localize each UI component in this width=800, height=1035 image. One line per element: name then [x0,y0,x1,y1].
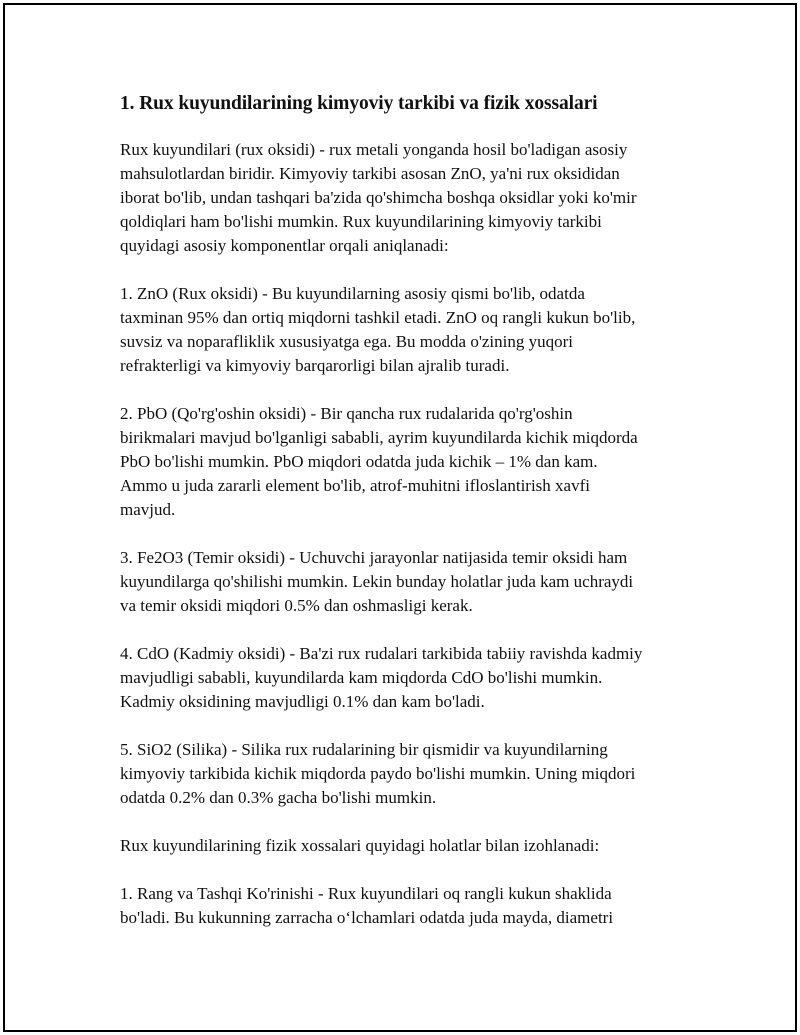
text-line: birikmalari mavjud bo'lganligi sababli, ayrim kuyundilarda kichik miqdorda [120,428,638,447]
text-line: mavjudligi sababli, kuyundilarda kam miqdorda CdO bo'lishi mumkin. [120,668,603,687]
text-line: Kadmiy oksidining mavjudligi 0.1% dan kam bo'ladi. [120,692,485,711]
text-line: 2. PbO (Qo'rg'oshin oksidi) - Bir qancha rux rudalarida qo'rg'oshin [120,404,573,423]
text-line: kuyundilarga qo'shilishi mumkin. Lekin bunday holatlar juda kam uchraydi [120,572,634,591]
text-line: taxminan 95% dan ortiq miqdorni tashkil etadi. ZnO oq rangli kukun bo'lib, [120,308,636,327]
paragraph-pbo [120,402,690,522]
paragraph-fe2o3 [120,546,690,618]
text-line: refrakterligi va kimyoviy barqarorligi bilan ajralib turadi. [120,356,510,375]
text-line: Rux kuyundilarining fizik xossalari quyidagi holatlar bilan izohlanadi: [120,836,600,855]
paragraph-cdo [120,642,690,714]
paragraph-physical-intro [120,834,690,858]
text-line: suvsiz va noparafliklik xususiyatga ega. Bu modda o'zining yuqori [120,332,574,351]
text-line: 3. Fe2O3 (Temir oksidi) - Uchuvchi jarayonlar natijasida temir oksidi ham [120,548,628,567]
text-line: 1. Rang va Tashqi Ko'rinishi - Rux kuyundilari oq rangli kukun shaklida [120,884,612,903]
text-line: Rux kuyundilari (rux oksidi) - rux metali yonganda hosil bo'ladigan asosiy [120,140,628,159]
text-line: iborat bo'lib, undan tashqari ba'zida qo'shimcha boshqa oksidlar yoki ko'mir [120,188,637,207]
text-line: odatda 0.2% dan 0.3% gacha bo'lishi mumkin. [120,788,437,807]
document-body [120,90,690,954]
text-line: mahsulotlardan biridir. Kimyoviy tarkibi asosan ZnO, ya'ni rux oksididan [120,164,620,183]
text-line: 1. ZnO (Rux oksidi) - Bu kuyundilarning asosiy qismi bo'lib, odatda [120,284,585,303]
paragraph-intro [120,138,690,258]
text-line: 5. SiO2 (Silika) - Silika rux rudalarining bir qismidir va kuyundilarning [120,740,608,759]
text-line: PbO bo'lishi mumkin. PbO miqdori odatda juda kichik – 1% dan kam. [120,452,598,471]
text-line: bo'ladi. Bu kukunning zarracha o‘lchamlari odatda juda mayda, diametri [120,908,614,927]
text-line: va temir oksidi miqdori 0.5% dan oshmasligi kerak. [120,596,473,615]
text-line: quyidagi asosiy komponentlar orqali aniqlanadi: [120,236,449,255]
text-line: mavjud. [120,500,176,519]
page-frame [3,3,797,1032]
text-line: qoldiqlari ham bo'lishi mumkin. Rux kuyundilarining kimyoviy tarkibi [120,212,602,231]
paragraph-sio2 [120,738,690,810]
text-line: Ammo u juda zararli element bo'lib, atrof-muhitni ifloslantirish xavfi [120,476,590,495]
section-heading: 1. Rux kuyundilarining kimyoviy tarkibi va fizik xossalari [120,93,598,114]
text-line: 4. CdO (Kadmiy oksidi) - Ba'zi rux rudalari tarkibida tabiiy ravishda kadmiy [120,644,643,663]
paragraph-zno [120,282,690,378]
paragraph-color [120,882,690,930]
text-line: kimyoviy tarkibida kichik miqdorda paydo bo'lishi mumkin. Uning miqdori [120,764,636,783]
